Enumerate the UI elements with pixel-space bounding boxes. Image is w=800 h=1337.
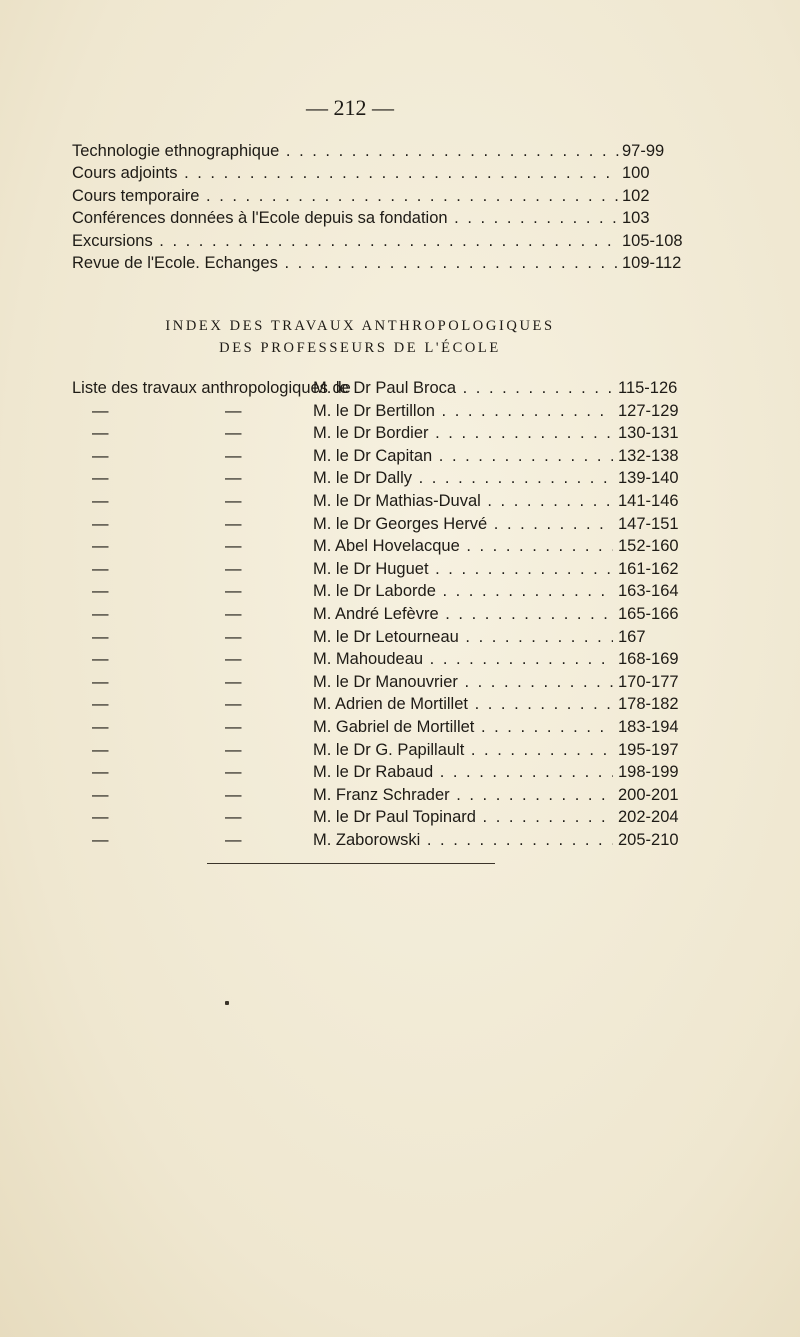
- index-entry-pages: 170-177: [618, 672, 679, 691]
- index-entry: [72, 580, 684, 603]
- index-entry-pages: 132-138: [618, 446, 679, 465]
- index-entry: [72, 400, 684, 423]
- toc-entry-pages: 97-99: [622, 142, 665, 160]
- index-entry-pages: 198-199: [618, 763, 679, 782]
- index-entry-pages: 163-164: [618, 582, 679, 601]
- index-entry: [72, 626, 684, 649]
- index-entry-pages: 115-126: [618, 379, 678, 397]
- ditto-mark: —: [225, 650, 242, 669]
- index-entry-name: M. Zaborowski . . .: [313, 829, 613, 852]
- index-entry-name: M. le Dr Capitan . . .: [313, 445, 613, 468]
- ditto-mark: —: [225, 491, 242, 510]
- index-entry: [72, 467, 684, 490]
- page-number: — 212 —: [306, 95, 394, 120]
- toc-entry-label: Cours adjoints . . .: [72, 162, 620, 184]
- index-entry: [72, 693, 684, 716]
- index-entry: [72, 377, 684, 400]
- ditto-mark: —: [225, 808, 242, 827]
- index-entry-name: M. André Lefèvre . . .: [313, 603, 613, 626]
- index-entry: [72, 784, 684, 807]
- ditto-mark: —: [225, 830, 242, 849]
- ditto-mark: —: [225, 401, 242, 420]
- index-entry: [72, 648, 684, 671]
- ditto-mark: —: [225, 559, 242, 578]
- ditto-mark: —: [92, 559, 109, 578]
- index-entry-name: M. le Dr Paul Broca . . .: [313, 377, 613, 400]
- index-entry: [72, 490, 684, 513]
- ditto-mark: —: [92, 830, 109, 849]
- index-entry: [72, 445, 684, 468]
- toc-entry: [72, 252, 684, 274]
- ditto-mark: —: [225, 717, 242, 736]
- ditto-mark: —: [92, 401, 109, 420]
- toc-entry: [72, 162, 684, 184]
- index-entry-name: M. le Dr Mathias-Duval . . .: [313, 490, 613, 513]
- index-entry-pages: 139-140: [618, 469, 679, 488]
- ditto-mark: —: [92, 785, 109, 804]
- index-entry-pages: 200-201: [618, 785, 679, 804]
- toc-entry: [72, 185, 684, 207]
- ditto-mark: —: [225, 424, 242, 443]
- ditto-mark: —: [92, 672, 109, 691]
- index-entry-name: M. le Dr Paul Topinard . . .: [313, 806, 613, 829]
- toc-entry-label: Cours temporaire . . .: [72, 185, 620, 207]
- index-entry-name: M. le Dr Laborde . . .: [313, 580, 613, 603]
- index-entry-pages: 183-194: [618, 717, 679, 736]
- index-entry: [72, 603, 684, 626]
- toc-entry-pages: 100: [622, 164, 650, 183]
- toc-entry-label: Technologie ethnographique . . .: [72, 140, 620, 162]
- ditto-mark: —: [92, 582, 109, 601]
- index-entry-pages: 147-151: [618, 514, 679, 533]
- index-entry: [72, 422, 684, 445]
- index-entry-name: M. le Dr Letourneau . . .: [313, 626, 613, 649]
- ditto-mark: —: [92, 695, 109, 714]
- ditto-mark: —: [92, 717, 109, 736]
- index-entry-name: M. Gabriel de Mortillet . . .: [313, 716, 613, 739]
- ditto-mark: —: [225, 763, 242, 782]
- index-entry-name: M. le Dr G. Papillault . . .: [313, 739, 613, 762]
- ditto-mark: —: [92, 740, 109, 759]
- works-list: [72, 377, 684, 851]
- toc-entry: [72, 207, 684, 229]
- toc-entry-pages: 109-112: [622, 253, 682, 272]
- toc-entry-pages: 103: [622, 209, 650, 228]
- ditto-mark: —: [92, 808, 109, 827]
- ditto-mark: —: [92, 514, 109, 533]
- ditto-mark: —: [225, 785, 242, 804]
- index-entry-name: M. Adrien de Mortillet . . .: [313, 693, 613, 716]
- index-entry-pages: 127-129: [618, 401, 679, 420]
- ditto-mark: —: [92, 446, 109, 465]
- index-entry-name: M. Abel Hovelacque . . .: [313, 535, 613, 558]
- ditto-mark: —: [225, 627, 242, 646]
- ditto-mark: —: [225, 604, 242, 623]
- toc-entry-label: Excursions . . .: [72, 230, 620, 252]
- index-entry-pages: 141-146: [618, 491, 679, 510]
- index-entry-pages: 165-166: [618, 604, 679, 623]
- index-entry-pages: 178-182: [618, 695, 679, 714]
- ditto-mark: —: [92, 491, 109, 510]
- index-heading-line-1: INDEX DES TRAVAUX ANTHROPOLOGIQUES: [165, 318, 555, 334]
- index-entry-name: M. le Dr Dally . . .: [313, 467, 613, 490]
- index-entry-pages: 195-197: [618, 740, 679, 759]
- closing-rule: [207, 863, 495, 864]
- ditto-mark: —: [225, 446, 242, 465]
- index-entry: [72, 761, 684, 784]
- index-entry: [72, 535, 684, 558]
- index-entry-name: M. Mahoudeau . . .: [313, 648, 613, 671]
- ditto-mark: —: [92, 627, 109, 646]
- toc-entry: [72, 140, 684, 162]
- toc-entry-pages: 105-108: [622, 231, 683, 250]
- index-entry: [72, 806, 684, 829]
- index-entry-pages: 205-210: [618, 830, 679, 849]
- index-entry-pages: 130-131: [618, 424, 679, 443]
- ditto-mark: —: [92, 537, 109, 556]
- toc-entry-pages: 102: [622, 186, 650, 205]
- index-entry-name: M. le Dr Rabaud . . .: [313, 761, 613, 784]
- index-entry-pages: 161-162: [618, 559, 679, 578]
- index-entry: [72, 513, 684, 536]
- index-entry: [72, 716, 684, 739]
- toc-entry: [72, 230, 684, 252]
- index-entry-name: M. le Dr Manouvrier . . .: [313, 671, 613, 694]
- ditto-mark: —: [225, 514, 242, 533]
- ditto-mark: —: [92, 650, 109, 669]
- index-entry-name: M. le Dr Huguet . . .: [313, 558, 613, 581]
- index-entry-pages: 202-204: [618, 808, 679, 827]
- index-entry-name: M. le Dr Georges Hervé . . .: [313, 513, 613, 536]
- ditto-mark: —: [92, 424, 109, 443]
- ditto-mark: —: [225, 672, 242, 691]
- index-entry: [72, 739, 684, 762]
- index-entry-pages: 167: [618, 627, 646, 646]
- index-entry: [72, 671, 684, 694]
- ditto-mark: —: [92, 604, 109, 623]
- index-entry: [72, 829, 684, 852]
- index-entry-pages: 168-169: [618, 650, 679, 669]
- ditto-mark: —: [225, 740, 242, 759]
- ditto-mark: —: [92, 469, 109, 488]
- index-entry-name: M. le Dr Bordier . . .: [313, 422, 613, 445]
- index-entry-lead: Liste des travaux anthropologiques de: [72, 379, 351, 397]
- index-entry-name: M. le Dr Bertillon . . .: [313, 400, 613, 423]
- ditto-mark: —: [225, 537, 242, 556]
- table-of-contents: [72, 140, 684, 274]
- ditto-mark: —: [225, 582, 242, 601]
- index-heading-line-2: DES PROFESSEURS DE L'ÉCOLE: [219, 340, 501, 356]
- index-entry-pages: 152-160: [618, 537, 679, 556]
- paper-speck: [225, 1001, 229, 1005]
- toc-entry-label: Revue de l'Ecole. Echanges . . .: [72, 252, 620, 274]
- toc-entry-label: Conférences données à l'Ecole depuis sa fondation . . .: [72, 207, 620, 229]
- ditto-mark: —: [225, 469, 242, 488]
- index-entry: [72, 558, 684, 581]
- index-entry-name: M. Franz Schrader . . .: [313, 784, 613, 807]
- ditto-mark: —: [225, 695, 242, 714]
- ditto-mark: —: [92, 763, 109, 782]
